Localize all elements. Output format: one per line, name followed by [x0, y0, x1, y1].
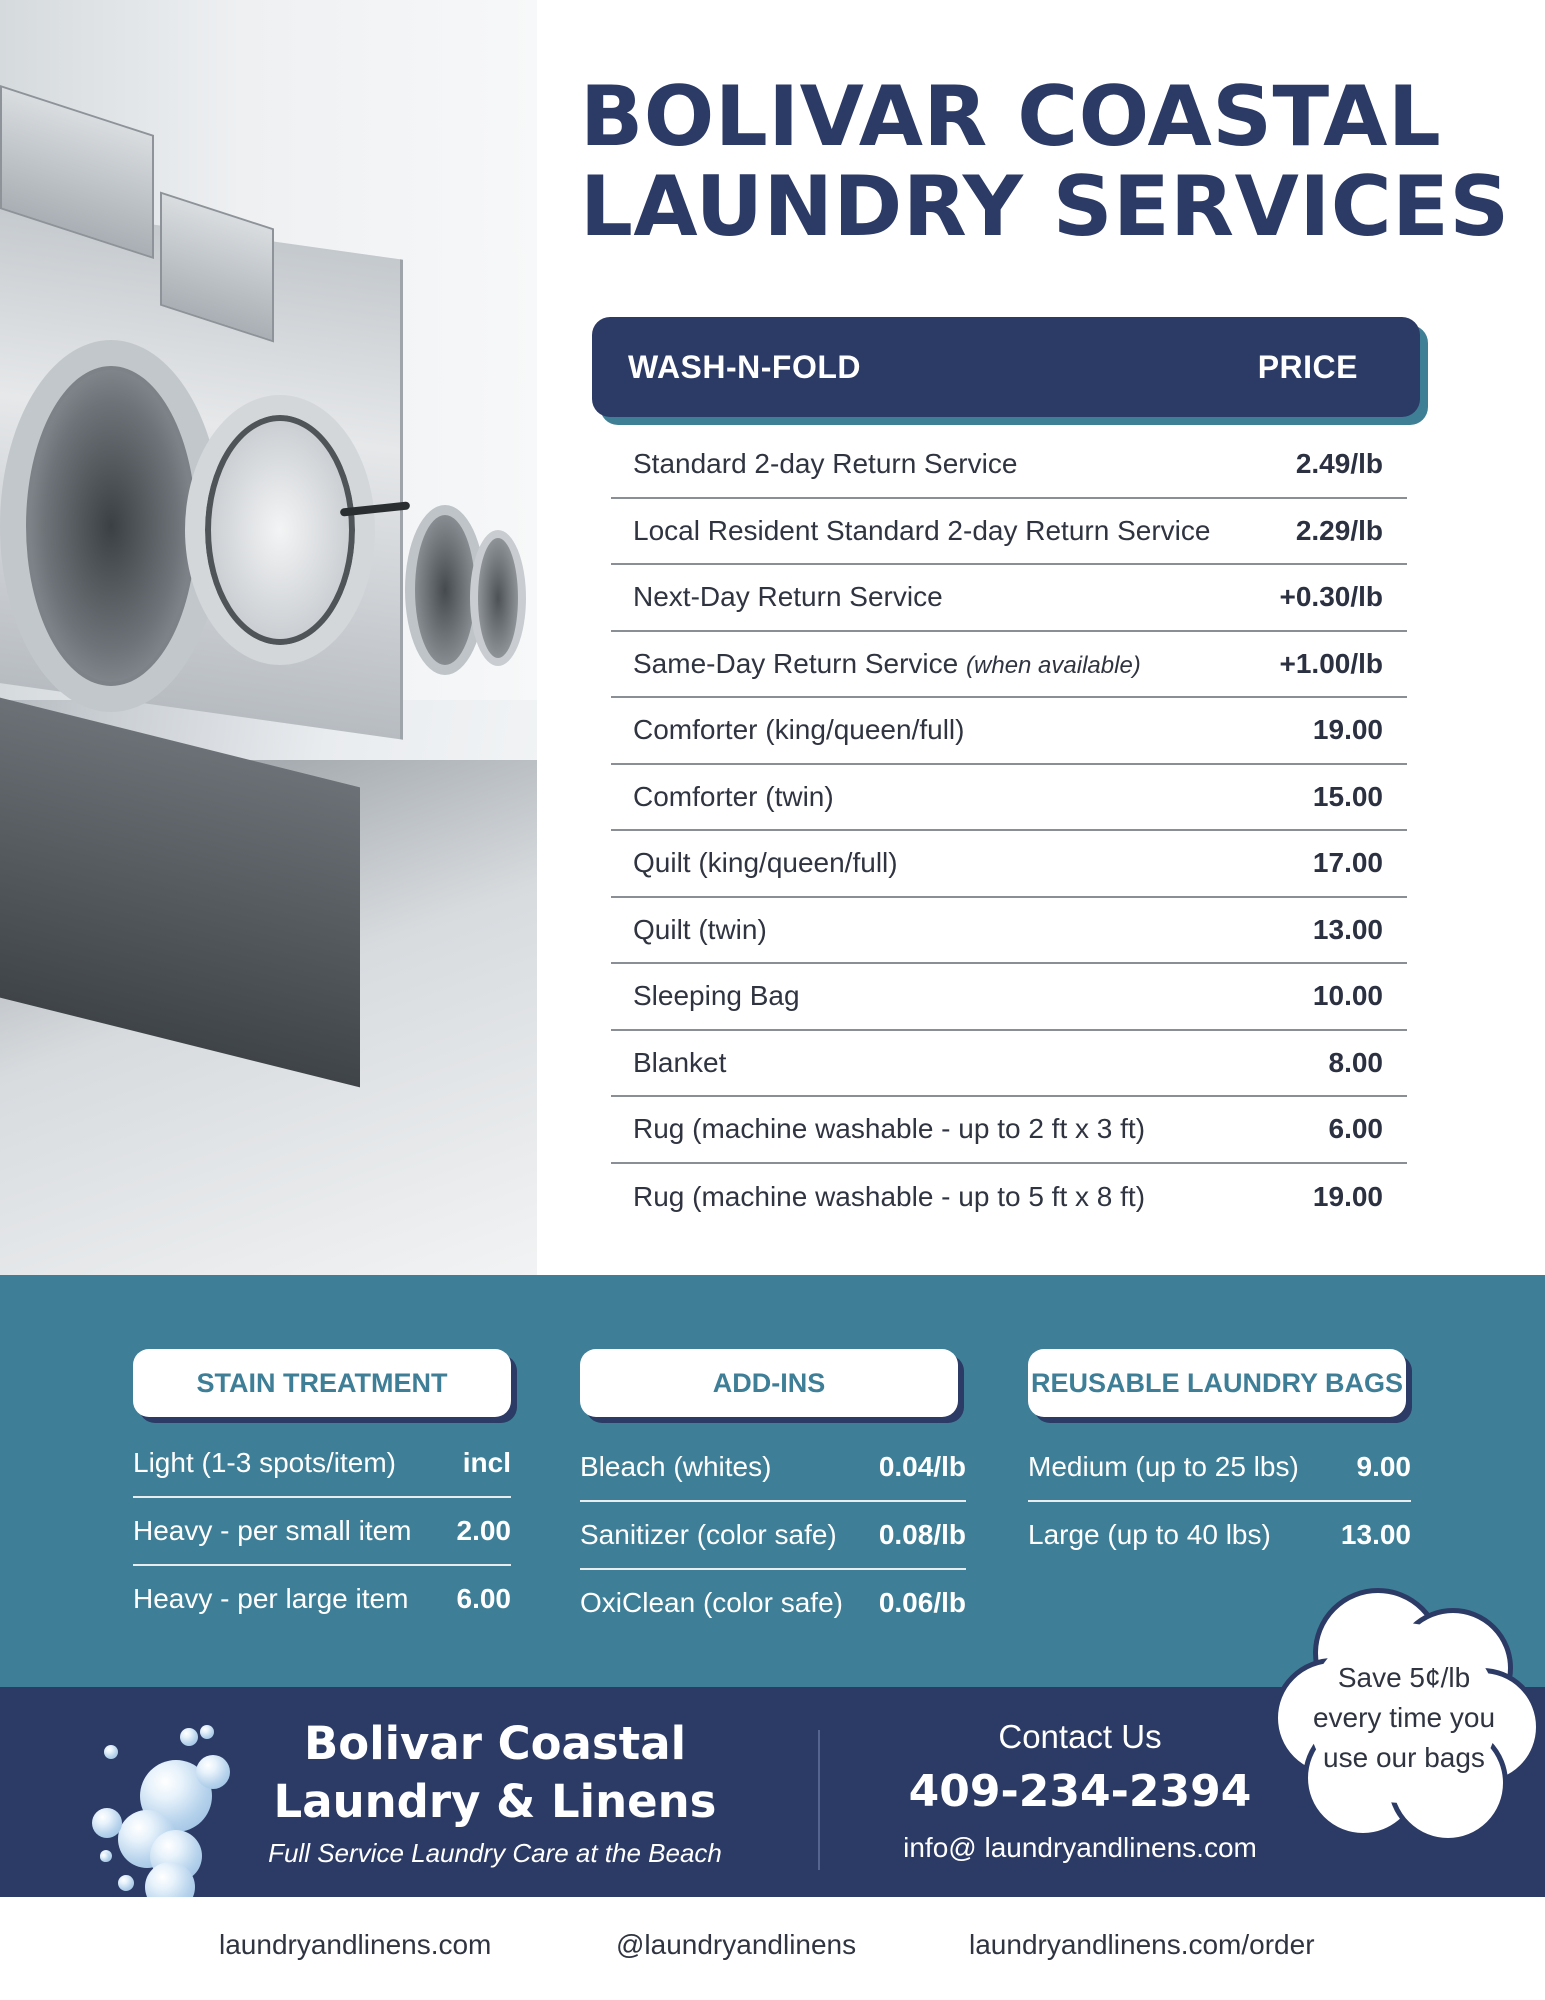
item-label: Quilt (twin) [633, 913, 767, 945]
item-price: 6.00 [1328, 1113, 1383, 1145]
list-item [1028, 1502, 1411, 1568]
item-label: OxiClean (color safe) [580, 1587, 843, 1618]
list-item [580, 1434, 966, 1502]
price-row [611, 765, 1407, 832]
item-label: Comforter (king/queen/full) [633, 714, 965, 746]
list-item [580, 1570, 966, 1636]
social-handle-link[interactable]: @laundryandlinens [616, 1929, 857, 1960]
item-label: Medium (up to 25 lbs) [1028, 1451, 1299, 1482]
item-price: 9.00 [1356, 1451, 1411, 1482]
badge-line-2: every time you [1312, 1702, 1496, 1733]
item-price: 13.00 [1340, 1519, 1411, 1550]
item-price: 15.00 [1312, 780, 1383, 812]
list-item [1028, 1434, 1411, 1502]
item-label: Large (up to 40 lbs) [1028, 1519, 1271, 1550]
list-item [580, 1502, 966, 1570]
contact-phone[interactable]: 409-234-2394 [908, 1766, 1252, 1817]
price-row [611, 565, 1407, 632]
item-label: Light (1-3 spots/item) [133, 1447, 396, 1478]
price-column-title: PRICE [1257, 348, 1358, 385]
item-label: Standard 2-day Return Service [633, 448, 1018, 480]
item-label: Sleeping Bag [633, 980, 800, 1012]
price-row [611, 499, 1407, 566]
item-price: +0.30/lb [1279, 581, 1383, 613]
laundromat-washers-photo [0, 0, 537, 1275]
price-row [611, 632, 1407, 699]
item-label: Comforter (twin) [633, 780, 834, 812]
brand-tagline: Full Service Laundry Care at the Beach [268, 1838, 722, 1868]
brand-name-line-1: Bolivar Coastal [303, 1717, 687, 1770]
contact-label: Contact Us [998, 1718, 1162, 1755]
title-line-1: BOLIVAR COASTAL [580, 68, 1442, 165]
price-row [611, 432, 1407, 499]
item-label: Rug (machine washable - up to 2 ft x 3 ft) [633, 1113, 1146, 1145]
item-price: 0.04/lb [878, 1451, 966, 1482]
wash-n-fold-list [611, 432, 1407, 1230]
footer-divider [818, 1730, 820, 1870]
list-item [133, 1498, 511, 1566]
badge-line-3: use our bags [1323, 1742, 1485, 1773]
list-item [133, 1430, 511, 1498]
item-price: 19.00 [1312, 714, 1383, 746]
item-price: 6.00 [456, 1583, 511, 1614]
item-label: Heavy - per large item [133, 1583, 409, 1614]
badge-line-1: Save 5¢/lb [1337, 1662, 1471, 1693]
wash-n-fold-title: WASH-N-FOLD [628, 348, 862, 385]
item-label: Next-Day Return Service [633, 581, 943, 613]
item-price: 19.00 [1312, 1180, 1383, 1212]
item-price: 8.00 [1328, 1046, 1383, 1078]
page-title [580, 68, 1520, 255]
item-label: Heavy - per small item [133, 1515, 412, 1546]
price-row [611, 1164, 1407, 1231]
item-label: Local Resident Standard 2-day Return Service [633, 514, 1211, 546]
stain-treatment-list [133, 1430, 511, 1632]
order-link[interactable]: laundryandlinens.com/order [969, 1929, 1315, 1960]
title-line-2: LAUNDRY SERVICES [580, 158, 1510, 255]
item-price: 0.08/lb [878, 1519, 966, 1550]
list-item [133, 1566, 511, 1632]
add-ins-list [580, 1434, 966, 1636]
brand-name [250, 1715, 740, 1831]
website-link[interactable]: laundryandlinens.com [219, 1929, 492, 1960]
footer-links [0, 1897, 1545, 2000]
item-label: Sanitizer (color safe) [580, 1519, 837, 1550]
item-price: 2.49/lb [1295, 448, 1383, 480]
item-price: 13.00 [1312, 913, 1383, 945]
item-price: 0.06/lb [878, 1587, 966, 1618]
price-row [611, 831, 1407, 898]
item-label: Same-Day Return Service [633, 647, 959, 679]
item-price: 2.29/lb [1295, 514, 1383, 546]
item-label: Rug (machine washable - up to 5 ft x 8 ft) [633, 1180, 1146, 1212]
price-row [611, 898, 1407, 965]
price-row [611, 1031, 1407, 1098]
item-price: +1.00/lb [1279, 647, 1383, 679]
item-price: 10.00 [1312, 980, 1383, 1012]
bag-savings-badge [1273, 1658, 1535, 1778]
price-row [611, 1097, 1407, 1164]
reusable-bags-list [1028, 1434, 1411, 1568]
item-label: Bleach (whites) [580, 1451, 772, 1482]
contact-email[interactable]: info@ laundryandlinens.com [903, 1832, 1257, 1863]
wash-n-fold-header [592, 317, 1420, 417]
item-label: Quilt (king/queen/full) [633, 847, 898, 879]
item-price: 17.00 [1312, 847, 1383, 879]
item-price: 2.00 [456, 1515, 511, 1546]
price-row [611, 964, 1407, 1031]
reusable-bags-title: REUSABLE LAUNDRY BAGS [1028, 1349, 1406, 1417]
add-ins-title: ADD-INS [580, 1349, 958, 1417]
item-note: (when available) [966, 651, 1141, 679]
brand-name-line-2: Laundry & Linens [273, 1775, 717, 1828]
price-row [611, 698, 1407, 765]
stain-treatment-title: STAIN TREATMENT [133, 1349, 511, 1417]
item-label: Blanket [633, 1046, 727, 1078]
item-price: incl [462, 1447, 511, 1478]
